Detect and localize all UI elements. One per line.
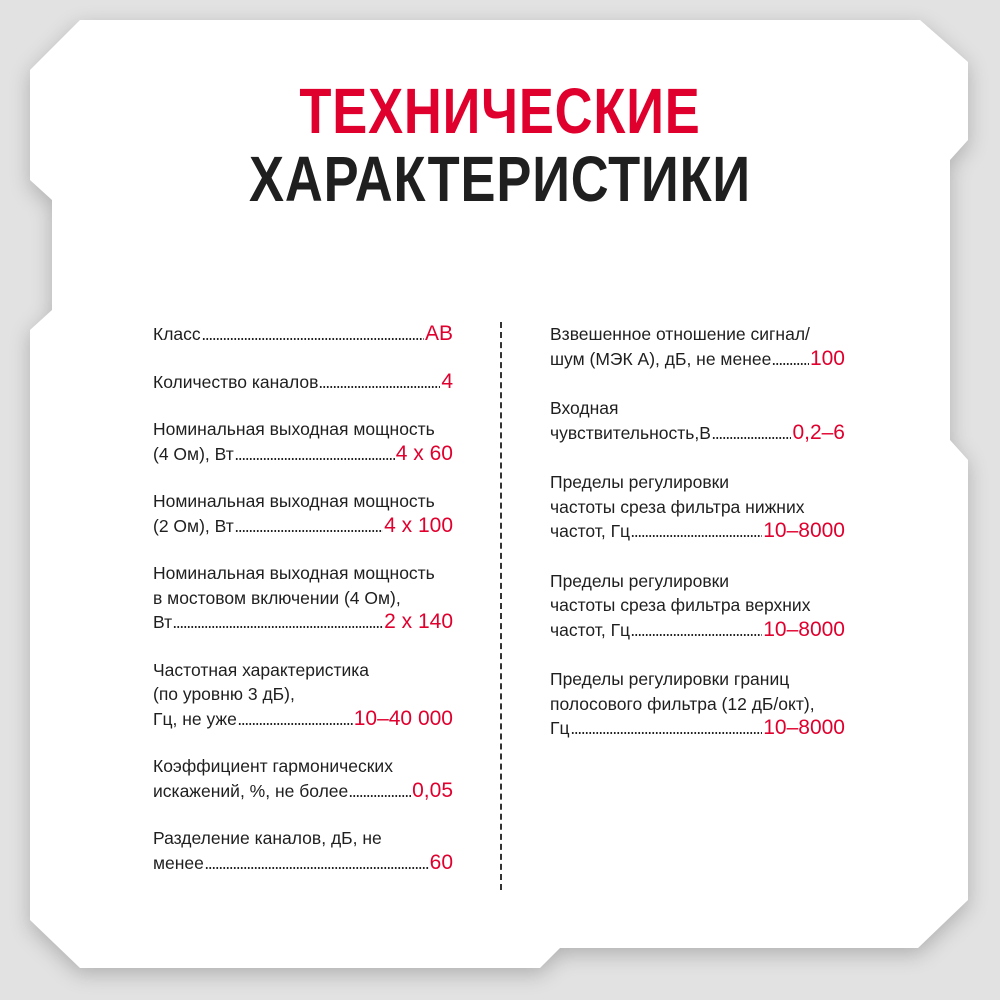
title-line-1: ТЕХНИЧЕСКИЕ <box>299 75 701 147</box>
dot-leader <box>205 867 429 869</box>
spec-label-line: Входная <box>550 398 619 418</box>
spec-leader-row <box>550 716 845 741</box>
spec-leader-row <box>550 519 845 544</box>
dot-leader <box>631 535 762 537</box>
spec-value: 100 <box>809 346 845 370</box>
dot-leader <box>631 634 762 636</box>
spec-label: Гц <box>550 718 570 738</box>
spec-value: 10–8000 <box>763 716 845 739</box>
dot-leader <box>238 723 353 725</box>
spec-label: менее <box>153 852 204 873</box>
spec-label: частот, Гц <box>550 521 631 541</box>
spec-label-line: Взвешенное отношение сигнал/ <box>550 324 810 344</box>
spec-label-line: Пределы регулировки границ <box>550 669 790 689</box>
spec-label: шум (МЭК А), дБ, не менее <box>550 348 772 369</box>
spec-leader-row <box>153 779 453 804</box>
spec-item <box>153 489 453 538</box>
spec-leader-row <box>153 514 453 539</box>
dot-leader <box>772 363 809 365</box>
spec-value: 10–40 000 <box>353 706 453 730</box>
spec-value: 2 x 140 <box>384 610 453 633</box>
spec-label: Вт <box>153 612 173 632</box>
spec-leader-row <box>550 347 845 372</box>
spec-label-line: Номинальная выходная мощность <box>153 491 435 511</box>
title-line-2: ХАРАКТЕРИСТИКИ <box>249 143 751 215</box>
spec-value: 0,2–6 <box>792 420 845 444</box>
spec-label: (2 Ом), Вт <box>153 515 234 536</box>
spec-label-line: Коэффициент гармонических <box>153 756 393 776</box>
dot-leader <box>571 732 763 734</box>
spec-label-line: частоты среза фильтра верхних <box>550 595 811 615</box>
spec-value: 10–8000 <box>763 519 845 542</box>
spec-leader-row <box>550 618 845 643</box>
spec-leader-row <box>550 421 845 446</box>
spec-label: искажений, %, не более <box>153 780 349 801</box>
spec-item <box>550 322 845 371</box>
specs-right-column <box>550 322 845 766</box>
spec-leader-row <box>153 851 453 876</box>
column-divider <box>500 322 502 890</box>
spec-value: 4 x 100 <box>384 513 453 537</box>
spec-leader-row <box>153 442 453 467</box>
spec-item <box>550 569 845 643</box>
spec-label-line: Пределы регулировки <box>550 472 730 492</box>
dot-leader <box>712 437 792 439</box>
spec-item <box>153 370 453 395</box>
spec-item <box>153 417 453 466</box>
spec-value: 10–8000 <box>763 617 845 641</box>
spec-item <box>550 396 845 445</box>
spec-value: 4 <box>441 369 453 393</box>
spec-label: чувствительность,В <box>550 422 711 443</box>
spec-leader-row <box>153 610 453 635</box>
spec-value: AB <box>424 322 453 345</box>
spec-label-line: частоты среза фильтра нижних <box>550 496 805 517</box>
spec-label-line: Частотная характеристика <box>153 659 370 680</box>
spec-item <box>550 667 845 741</box>
dot-leader <box>319 386 440 388</box>
dot-leader <box>235 458 395 460</box>
spec-label: Гц, не уже <box>153 708 237 729</box>
spec-leader-row <box>153 370 453 395</box>
spec-value: 0,05 <box>412 778 453 802</box>
spec-value: 4 x 60 <box>395 441 453 465</box>
spec-label-line: в мостовом включении (4 Ом), <box>153 587 401 608</box>
spec-label-line: Номинальная выходная мощность <box>153 419 435 439</box>
spec-label: частот, Гц <box>550 619 631 640</box>
dot-leader <box>349 795 411 797</box>
spec-label-line: (по уровню 3 дБ), <box>153 684 295 704</box>
spec-item <box>153 658 453 732</box>
spec-item <box>153 322 453 347</box>
spec-item <box>153 561 453 635</box>
spec-label-line: Пределы регулировки <box>550 570 730 591</box>
spec-item <box>153 754 453 803</box>
spec-label: Класс <box>153 324 201 344</box>
spec-label: Количество каналов <box>153 371 319 392</box>
spec-item <box>550 470 845 544</box>
dot-leader <box>202 338 424 340</box>
spec-leader-row <box>153 322 453 347</box>
spec-label: (4 Ом), Вт <box>153 443 234 464</box>
spec-leader-row <box>153 707 453 732</box>
dot-leader <box>173 626 383 628</box>
spec-item <box>153 826 453 875</box>
spec-label-line: полосового фильтра (12 дБ/окт), <box>550 693 815 714</box>
spec-value: 60 <box>429 850 453 874</box>
spec-label-line: Разделение каналов, дБ, не <box>153 828 382 848</box>
spec-label-line: Номинальная выходная мощность <box>153 563 435 583</box>
dot-leader <box>235 530 383 532</box>
specs-left-column <box>153 322 453 898</box>
